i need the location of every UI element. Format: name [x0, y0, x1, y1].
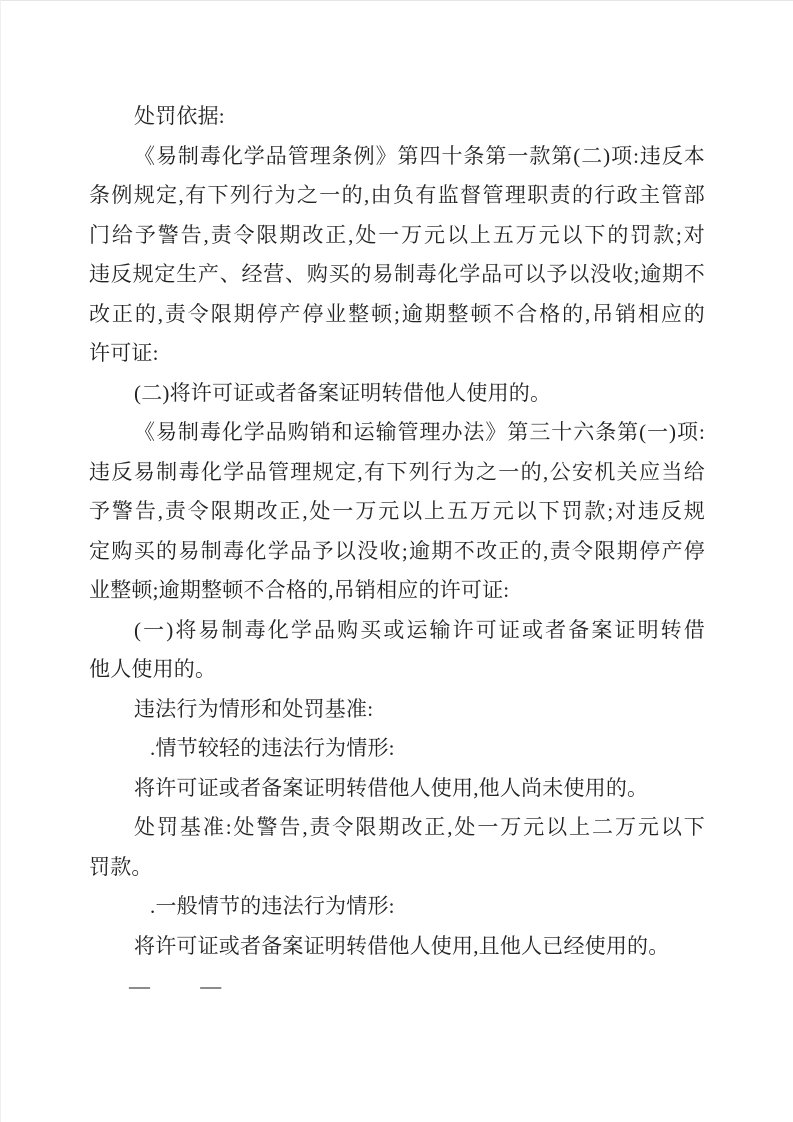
text-line: 定购买的易制毒化学品予以没收;逾期不改正的,责令限期停产停 — [89, 538, 705, 563]
text-line: 将许可证或者备案证明转借他人使用,他人尚未使用的。 — [134, 775, 649, 800]
text-line: 罚款。 — [89, 854, 153, 879]
text-line: 予警告,责令限期改正,处一万元以上五万元以下罚款;对违反规 — [89, 499, 705, 523]
text-line: 门给予警告,责令限期改正,处一万元以上五万元以下的罚款;对 — [89, 222, 705, 247]
footer — [129, 975, 221, 997]
text-line: 处罚依据: — [134, 104, 225, 128]
text-line: 业整顿;逾期整顿不合格的,吊销相应的许可证: — [89, 578, 510, 602]
text-line: .一般情节的违法行为情形: — [150, 894, 395, 918]
footer-dash: — — [200, 974, 222, 998]
text-line: 违法行为情形和处罚基准: — [134, 696, 374, 721]
text-line: 《易制毒化学品管理条例》第四十条第一款第(二)项:违反本 — [134, 143, 705, 168]
text-line: 《易制毒化学品购销和运输管理办法》第三十六条第(一)项: — [134, 420, 705, 444]
text-line: 违反规定生产、经营、购买的易制毒化学品可以予以没收;逾期不 — [89, 262, 705, 286]
text-line: 将许可证或者备案证明转借他人使用,且他人已经使用的。 — [134, 933, 670, 958]
text-line: 许可证: — [89, 341, 159, 365]
text-line: .情节较轻的违法行为情形: — [150, 736, 395, 760]
text-line: 他人使用的。 — [89, 657, 217, 681]
text-line: 违反易制毒化学品管理规定,有下列行为之一的,公安机关应当给 — [89, 459, 705, 484]
text-block — [89, 97, 705, 966]
text-line: (二)将许可证或者备案证明转借他人使用的。 — [134, 380, 552, 405]
footer-dash: — — [129, 974, 150, 998]
text-line: 条例规定,有下列行为之一的,由负有监督管理职责的行政主管部 — [89, 183, 705, 207]
text-line: (一)将易制毒化学品购买或运输许可证或者备案证明转借 — [134, 617, 705, 642]
text-line: 改正的,责令限期停产停业整顿;逾期整顿不合格的,吊销相应的 — [89, 301, 705, 326]
text-line: 处罚基准:处警告,责令限期改正,处一万元以上二万元以下 — [134, 815, 705, 839]
